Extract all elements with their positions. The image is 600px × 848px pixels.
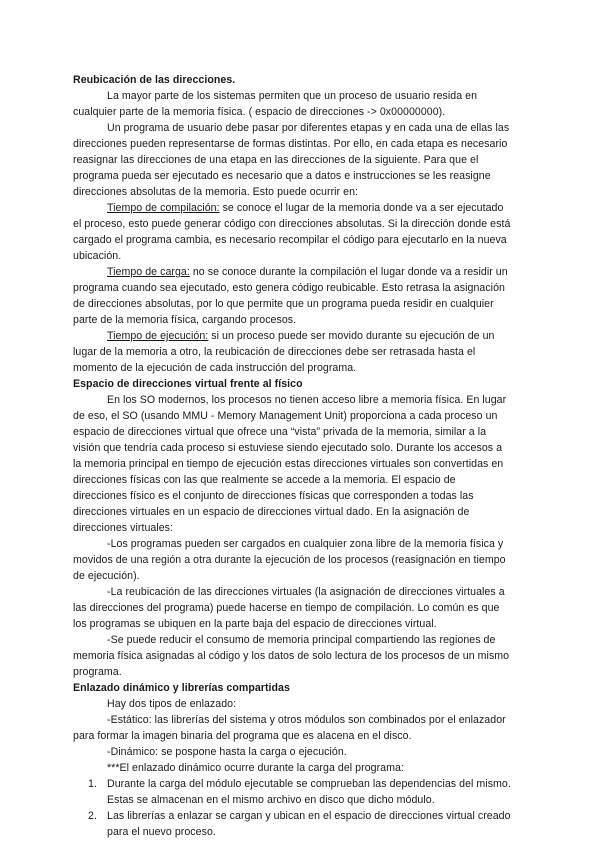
paragraph-line: direcciones físico es el conjunto de direcciones físicas que corresponden a todas las (73, 490, 474, 502)
heading-espacio-direcciones: Espacio de direcciones virtual frente al físico (73, 378, 303, 390)
paragraph-line: direcciones pueden representarse de formas distintas. Por ello, en cada etapa es necesario (73, 138, 508, 150)
paragraph-line: para formar la imagen binaria del programa que es alacena en el disco. (73, 730, 412, 742)
paragraph-line: momento de la ejecución de cada instrucción del programa. (73, 362, 357, 374)
paragraph-line: direcciones virtuales en un espacio de direcciones virtual dado. En la asignación de (73, 506, 470, 518)
paragraph-line: ubicación. (73, 250, 122, 262)
paragraph-line: espacio de direcciones virtual que ofrece una “vista” privada de la memoria, similar a la (73, 426, 487, 438)
load-time-line: Tiempo de carga: no se conoce durante la compilación el lugar donde va a residir un (107, 266, 508, 278)
paragraph-line: visión que tendría cada proceso si estuviese siendo ejecutado solo. Durante los accesos a (73, 442, 503, 454)
paragraph-line: programa pueda ser ejecutado es necesario que a datos e instrucciones se les reasigne (73, 170, 491, 182)
bullet-line: programa. (73, 666, 122, 678)
bullet-line: las direcciones del programa) puede hacerse en tiempo de compilación. Lo común es que (73, 602, 500, 614)
paragraph-line: programa cuando sea ejecutado, esto genera código reubicable. Esto retrasa la asignación (73, 282, 505, 294)
bullet-line: de ejecución). (73, 570, 140, 582)
bullet-line: movidos de una región a otra durante la ejecución de los procesos (reasignación en tiempo (73, 554, 506, 566)
paragraph-line: En los SO modernos, los procesos no tienen acceso libre a memoria física. En lugar (107, 394, 507, 406)
paragraph-line: Hay dos tipos de enlazado: (107, 698, 237, 710)
compile-time-line: Tiempo de compilación: se conoce el lugar de la memoria donde va a ser ejecutado (107, 202, 504, 214)
term-compile-time: Tiempo de compilación: (107, 202, 220, 214)
paragraph-line: cargado el programa cambia, es necesario recompilar el código para ejecutarlo en la nueva (73, 234, 507, 246)
paragraph-line: parte de la memoria física, cargando procesos. (73, 314, 297, 326)
exec-time-line: Tiempo de ejecución: si un proceso puede ser movido durante su ejecución de un (107, 330, 495, 342)
paragraph-line: lugar de la memoria a otro, la reubicación de direcciones debe ser retrasada hasta el (73, 346, 476, 358)
item-number: 2. (88, 810, 97, 822)
paragraph-line: de eso, el SO (usando MMU - Memory Management Unit) proporciona a cada proceso un (73, 410, 498, 422)
bullet-line: -Se puede reducir el consumo de memoria principal compartiendo las regiones de (107, 634, 496, 646)
paragraph-line: de direcciones absolutas, por lo que permite que un programa pueda residir en cualquier (73, 298, 494, 310)
bullet-line: -La reubicación de las direcciones virtuales (la asignación de direcciones virtuales a (107, 586, 505, 598)
term-exec-time: Tiempo de ejecución: (107, 330, 209, 342)
heading-reubicacion: Reubicación de las direcciones. (73, 74, 236, 86)
numbered-item-continuation: Estas se almacenan en el mismo archivo en disco que dicho módulo. (107, 794, 435, 806)
bullet-line: los programas se ubiquen en la parte baja del espacio de direcciones virtual. (73, 618, 437, 630)
paragraph-line: -Estático: las librerías del sistema y otros módulos son combinados por el enlazador (107, 714, 506, 726)
item-number: 1. (88, 778, 97, 790)
paragraph-line: direcciones virtuales: (73, 522, 174, 534)
paragraph-line: direcciones físicas con las que realmente se accede a la memoria. El espacio de (73, 474, 456, 486)
paragraph-line: Un programa de usuario debe pasar por diferentes etapas y en cada una de ellas las (107, 122, 510, 134)
paragraph-line: direcciones absolutas de la memoria. Esto puede ocurrir en: (73, 186, 359, 198)
numbered-item-continuation: para el nuevo proceso. (107, 826, 216, 838)
numbered-item: 1. Durante la carga del módulo ejecutable se comprueban las dependencias del mismo. (88, 778, 511, 790)
term-load-time: Tiempo de carga: (107, 266, 190, 278)
paragraph-line: -Dinámico: se pospone hasta la carga o ejecución. (107, 746, 347, 758)
heading-enlazado-dinamico: Enlazado dinámico y librerías compartidas (73, 682, 290, 694)
paragraph-line: ***El enlazado dinámico ocurre durante la carga del programa: (107, 762, 404, 774)
paragraph-line: la memoria principal en tiempo de ejecución estas direcciones virtuales son convertidas en (73, 458, 504, 470)
paragraph-line: reasignar las direcciones de una etapa en las direcciones de la siguiente. Para que el (73, 154, 479, 166)
bullet-line: -Los programas pueden ser cargados en cualquier zona libre de la memoria física y (107, 538, 504, 550)
paragraph-line: cualquier parte de la memoria física. ( espacio de direcciones -> 0x00000000). (73, 106, 446, 118)
numbered-item: 2. Las librerías a enlazar se cargan y ubican en el espacio de direcciones virtual creado (88, 810, 511, 822)
bullet-line: memoria física asignadas al código y los datos de solo lectura de los procesos de un mismo (73, 650, 510, 662)
paragraph-line: el proceso, esto puede generar código con direcciones absolutas. Si la dirección donde está (73, 218, 511, 230)
paragraph-line: La mayor parte de los sistemas permiten que un proceso de usuario resida en (107, 90, 478, 102)
